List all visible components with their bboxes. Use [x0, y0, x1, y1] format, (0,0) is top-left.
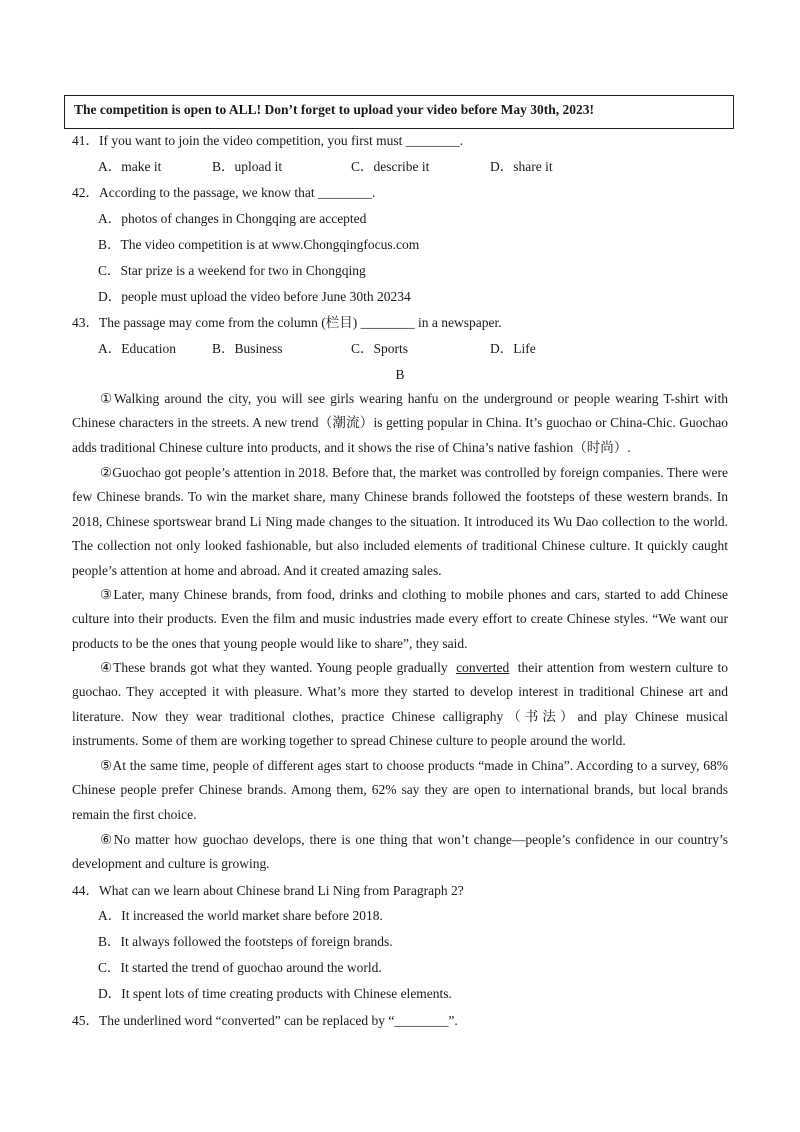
- passage-paragraph-3: ③Later, many Chinese brands, from food, drinks and clothing to mobile phones and cars, started to add Chinese culture into their products. Even the film and music industries made every effort to create Chinese styles. “We want our products to be the ones that young people would like to share”, they said.: [72, 587, 728, 651]
- question-44-option-b: B．It always followed the footsteps of foreign brands.: [98, 934, 393, 949]
- passage-paragraph-4: [72, 656, 728, 754]
- passage-paragraph-2: ②Guochao got people’s attention in 2018. Before that, the market was controlled by foreign companies. There were few Chinese brands. To win the market share, many Chinese brands followed the footsteps of these western brands. In 2018, Chinese sportswear brand Li Ning made changes to the situation. It introduced its Wu Dao collection to the world. The collection not only looked fashionable, but also included elements of traditional Chinese culture. It quickly caught people’s attention at home and abroad. And it created amazing sales.: [72, 465, 728, 578]
- question-41-option-c: C．describe it: [351, 159, 430, 174]
- notice-box: [64, 95, 734, 129]
- underlined-word-converted: converted: [456, 660, 510, 675]
- question-44-stem: 44．What can we learn about Chinese brand Li Ning from Paragraph 2?: [72, 883, 464, 898]
- section-b-heading: B: [395, 367, 405, 382]
- question-41-stem: 41．If you want to join the video competition, you first must ________.: [72, 133, 464, 148]
- question-43-option-c: C．Sports: [351, 341, 409, 356]
- question-42-option-d: D．people must upload the video before June 30th 20234: [98, 289, 411, 304]
- question-42-stem: 42．According to the passage, we know that ________.: [72, 185, 376, 200]
- question-43-options: [98, 340, 698, 358]
- question-45-stem: 45．The underlined word “converted” can be replaced by “________”.: [72, 1013, 458, 1028]
- question-41-option-d: D．share it: [490, 159, 553, 174]
- passage-paragraph-1: ①Walking around the city, you will see girls wearing hanfu on the underground or people wearing T-shirt with Chinese characters in the streets. A new trend（潮流）is getting popular in China. It’s guochao or China-Chic. Guochao adds traditional Chinese culture into products, and it shows the rise of China’s native fashion（时尚）.: [72, 391, 728, 455]
- question-41-options: [98, 158, 698, 176]
- question-44-option-a: A．It increased the world market share before 2018.: [98, 908, 383, 923]
- question-42-option-c: C．Star prize is a weekend for two in Chongqing: [98, 263, 366, 278]
- question-43-option-b: B．Business: [212, 341, 283, 356]
- notice-text: The competition is open to ALL! Don’t forget to upload your video before May 30th, 2023!: [74, 102, 594, 117]
- question-44-option-d: D．It spent lots of time creating products with Chinese elements.: [98, 986, 452, 1001]
- question-41-option-b: B．upload it: [212, 159, 283, 174]
- passage-paragraph-5: ⑤At the same time, people of different ages start to choose products “made in China”. According to a survey, 68% Chinese people prefer Chinese brands. Among them, 62% say they are open to international brands, but local brands remain the first choice.: [72, 758, 728, 822]
- paragraph-4-after: their attention from western culture to guochao. They accepted it with pleasure. What’s more they started to develop interest in traditional Chinese art and literature. Now they wear traditional clothes, practice Chinese calligraphy（书法）and play Chinese musical instruments. Some of them are working together to spread Chinese culture to people around the world.: [72, 660, 728, 749]
- question-43-option-a: A．Education: [98, 341, 176, 356]
- passage-paragraph-6: ⑥No matter how guochao develops, there is one thing that won’t change—people’s confidence in our country’s development and culture is growing.: [72, 832, 728, 872]
- question-42-option-b: B．The video competition is at www.Chongqingfocus.com: [98, 237, 420, 252]
- paragraph-4-before: ④These brands got what they wanted. Young people gradually: [100, 660, 448, 675]
- question-43-option-d: D．Life: [490, 341, 536, 356]
- question-44-option-c: C．It started the trend of guochao around the world.: [98, 960, 382, 975]
- question-42-option-a: A．photos of changes in Chongqing are accepted: [98, 211, 367, 226]
- question-43-stem: 43．The passage may come from the column (栏目) ________ in a newspaper.: [72, 315, 502, 330]
- question-41-option-a: A．make it: [98, 159, 162, 174]
